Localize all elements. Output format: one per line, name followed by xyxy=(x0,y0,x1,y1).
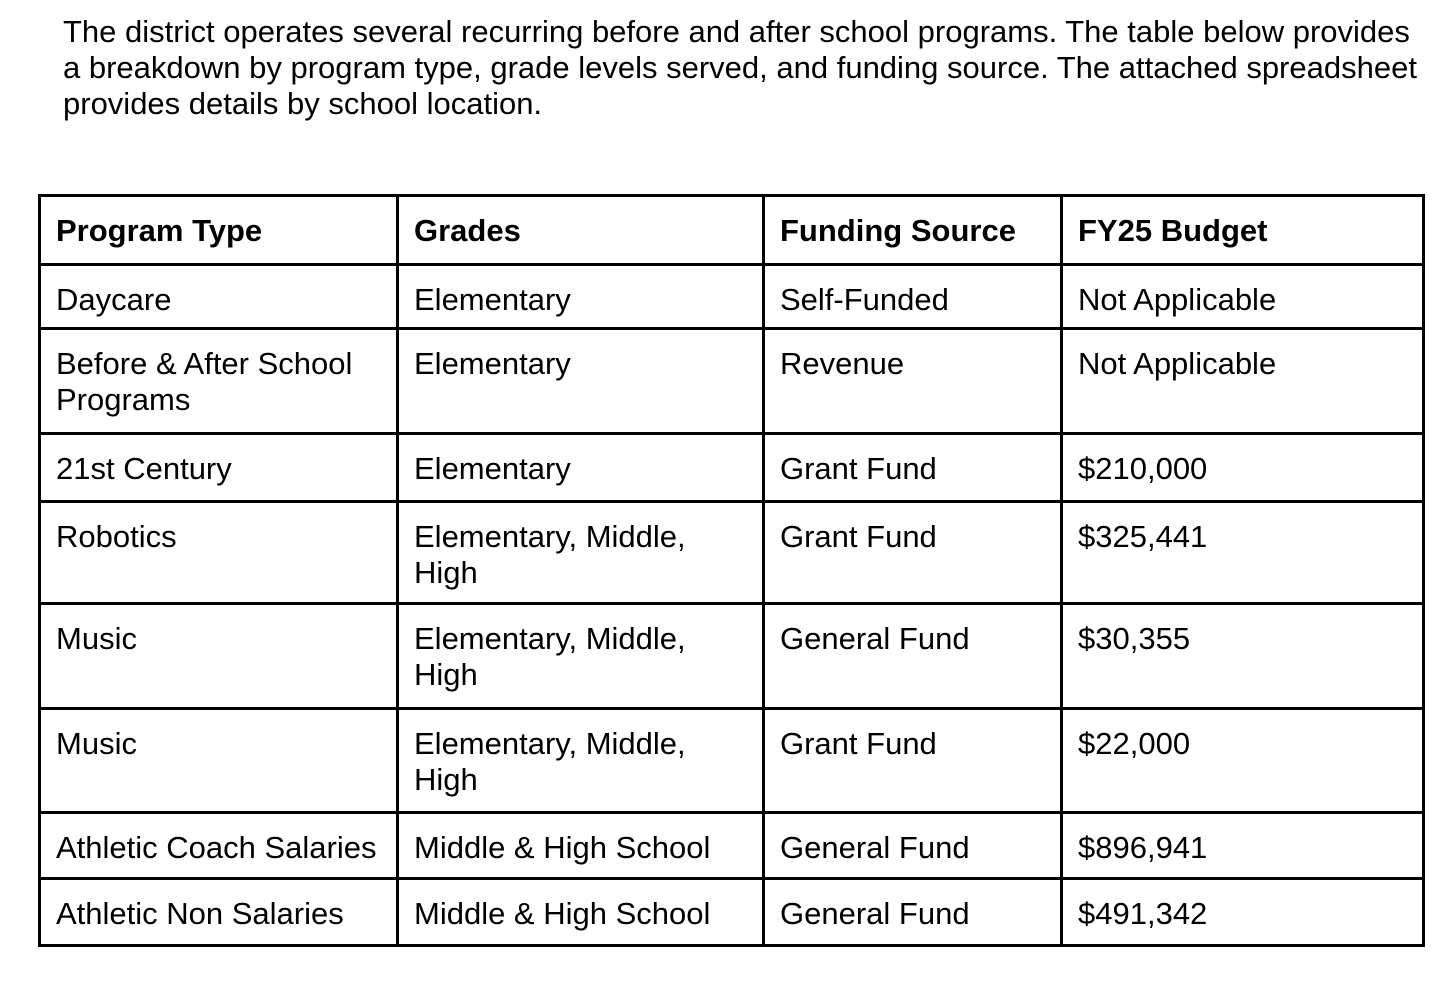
cell-program-type: Before & After School Programs xyxy=(40,329,398,434)
table-row xyxy=(40,329,1424,434)
cell-grades: Elementary, Middle, High xyxy=(398,709,764,813)
cell-grades: Elementary xyxy=(398,265,764,329)
cell-program-type: 21st Century xyxy=(40,434,398,502)
cell-funding-source: General Fund xyxy=(764,604,1062,709)
cell-funding-source: Grant Fund xyxy=(764,502,1062,604)
table-row xyxy=(40,265,1424,329)
cell-grades: Elementary, Middle, High xyxy=(398,502,764,604)
table-row xyxy=(40,709,1424,813)
header-funding-source: Funding Source xyxy=(764,196,1062,265)
table-row xyxy=(40,813,1424,879)
cell-program-type: Music xyxy=(40,709,398,813)
cell-funding-source: Grant Fund xyxy=(764,434,1062,502)
header-fy25-budget: FY25 Budget xyxy=(1062,196,1424,265)
cell-grades: Elementary xyxy=(398,434,764,502)
header-grades: Grades xyxy=(398,196,764,265)
cell-grades: Elementary, Middle, High xyxy=(398,604,764,709)
cell-fy25-budget: $491,342 xyxy=(1062,879,1424,946)
cell-funding-source: Self-Funded xyxy=(764,265,1062,329)
cell-fy25-budget: $896,941 xyxy=(1062,813,1424,879)
cell-funding-source: Revenue xyxy=(764,329,1062,434)
cell-program-type: Robotics xyxy=(40,502,398,604)
table-header-row xyxy=(40,196,1424,265)
cell-grades: Middle & High School xyxy=(398,879,764,946)
cell-funding-source: Grant Fund xyxy=(764,709,1062,813)
cell-fy25-budget: $22,000 xyxy=(1062,709,1424,813)
programs-table xyxy=(38,194,1425,947)
cell-fy25-budget: $210,000 xyxy=(1062,434,1424,502)
cell-funding-source: General Fund xyxy=(764,813,1062,879)
cell-funding-source: General Fund xyxy=(764,879,1062,946)
intro-paragraph: The district operates several recurring before and after school programs. The table below provides a breakdown by program type, grade levels served, and funding source. The attached spreadsheet provides details by school location. xyxy=(63,14,1417,121)
cell-fy25-budget: Not Applicable xyxy=(1062,329,1424,434)
cell-grades: Middle & High School xyxy=(398,813,764,879)
cell-program-type: Music xyxy=(40,604,398,709)
table-row xyxy=(40,502,1424,604)
table-row xyxy=(40,604,1424,709)
header-program-type: Program Type xyxy=(40,196,398,265)
cell-grades: Elementary xyxy=(398,329,764,434)
cell-program-type: Athletic Non Salaries xyxy=(40,879,398,946)
cell-program-type: Daycare xyxy=(40,265,398,329)
table-row xyxy=(40,879,1424,946)
cell-fy25-budget: Not Applicable xyxy=(1062,265,1424,329)
cell-program-type: Athletic Coach Salaries xyxy=(40,813,398,879)
cell-fy25-budget: $30,355 xyxy=(1062,604,1424,709)
table-row xyxy=(40,434,1424,502)
cell-fy25-budget: $325,441 xyxy=(1062,502,1424,604)
